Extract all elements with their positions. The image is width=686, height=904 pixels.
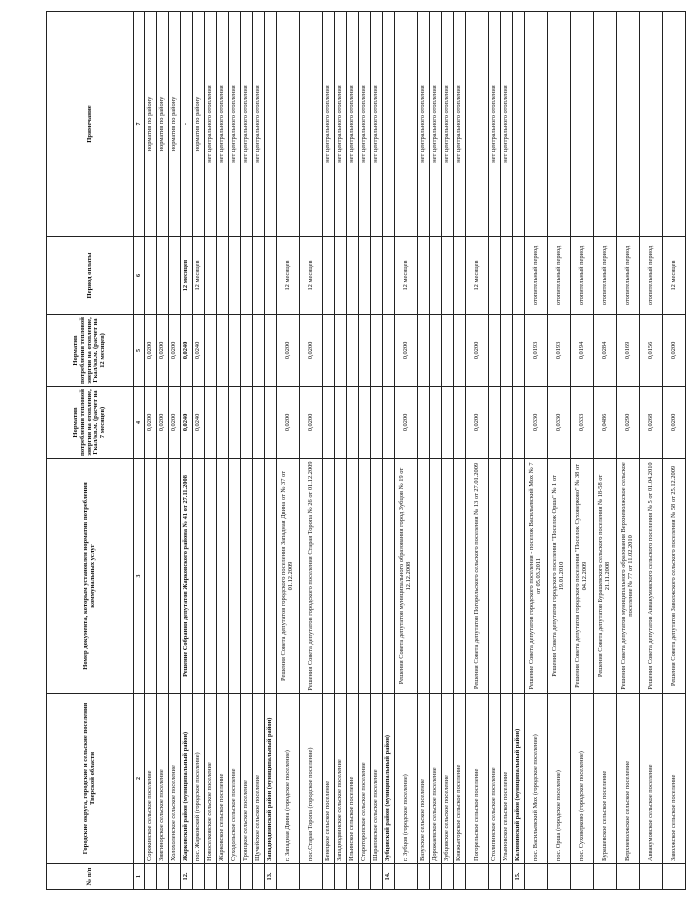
norm-7-months-cell: 0,0200 xyxy=(277,387,300,459)
norm-7-months-cell xyxy=(383,387,395,459)
settlement-name-cell: Холохоленское сельское поселение xyxy=(169,694,181,864)
table-row xyxy=(193,12,205,890)
payment-period-cell: отопительный период xyxy=(571,237,594,315)
table-row xyxy=(525,12,548,890)
document-reference-cell xyxy=(241,459,253,694)
header-period: Период оплаты xyxy=(47,237,134,315)
document-reference-cell: Решение Собрания депутатов Жарковского района № 41 от 27.11.2008 xyxy=(181,459,193,694)
document-reference-cell: Решения Совета депутатов Погорельского сельского поселения № 13 от 27.01.2009 xyxy=(466,459,489,694)
table-row xyxy=(466,12,489,890)
row-number-cell xyxy=(347,864,359,890)
payment-period-cell: 12 месяцев xyxy=(395,237,418,315)
row-number-cell xyxy=(205,864,217,890)
payment-period-cell xyxy=(430,237,442,315)
table-row xyxy=(347,12,359,890)
norm-12-months-cell xyxy=(241,315,253,387)
norm-7-months-cell xyxy=(501,387,513,459)
table-row xyxy=(371,12,383,890)
payment-period-cell: 12 месяцев xyxy=(193,237,205,315)
note-cell: нет центрального отопления xyxy=(489,12,501,237)
norm-7-months-cell xyxy=(418,387,430,459)
document-reference-cell xyxy=(383,459,395,694)
document-reference-cell: Решения Совета депутатов муниципального образования Верхневолжское сельское поселение № 77 от 11.02.2010 xyxy=(617,459,640,694)
payment-period-cell xyxy=(442,237,454,315)
note-cell xyxy=(571,12,594,237)
settlement-name-cell: Западнодвинское сельское поселение xyxy=(335,694,347,864)
table-row xyxy=(359,12,371,890)
norm-7-months-cell: 0,0200 xyxy=(395,387,418,459)
row-number-cell xyxy=(640,864,663,890)
note-cell: нет центрального отопления xyxy=(454,12,466,237)
payment-period-cell: отопительный период xyxy=(548,237,571,315)
row-number-cell xyxy=(663,864,686,890)
norm-12-months-cell xyxy=(430,315,442,387)
note-cell: норматив по району xyxy=(145,12,157,237)
settlement-name-cell: Княжьегорское сельское поселение xyxy=(454,694,466,864)
document-reference-cell xyxy=(347,459,359,694)
settlement-name-cell: Вазузское сельское поселение xyxy=(418,694,430,864)
settlement-name-cell: Бенецкое сельское поселение xyxy=(323,694,335,864)
norm-7-months-cell xyxy=(265,387,277,459)
norm-7-months-cell xyxy=(229,387,241,459)
district-row xyxy=(265,12,277,890)
payment-period-cell: 12 месяцев xyxy=(466,237,489,315)
note-cell xyxy=(594,12,617,237)
note-cell: норматив по району xyxy=(169,12,181,237)
norm-12-months-cell: 0,0200 xyxy=(277,315,300,387)
district-row xyxy=(383,12,395,890)
norm-12-months-cell xyxy=(205,315,217,387)
row-number-cell xyxy=(169,864,181,890)
norm-12-months-cell: 0,0200 xyxy=(157,315,169,387)
payment-period-cell xyxy=(383,237,395,315)
column-index: 6 xyxy=(134,237,145,315)
norm-7-months-cell: 0,0200 xyxy=(663,387,686,459)
column-index: 3 xyxy=(134,459,145,694)
row-number-cell xyxy=(571,864,594,890)
column-index-row xyxy=(134,12,145,890)
norm-7-months-cell xyxy=(323,387,335,459)
settlement-name-cell: пос. Суховерково (городское поселение) xyxy=(571,694,594,864)
norm-12-months-cell xyxy=(253,315,265,387)
note-cell: норматив по району xyxy=(193,12,205,237)
document-reference-cell xyxy=(430,459,442,694)
settlement-name-cell: г. Западная Двина (городское поселение) xyxy=(277,694,300,864)
note-cell: нет центрального отопления xyxy=(359,12,371,237)
document-reference-cell xyxy=(418,459,430,694)
document-reference-cell xyxy=(205,459,217,694)
norm-12-months-cell xyxy=(442,315,454,387)
table-row xyxy=(395,12,418,890)
payment-period-cell xyxy=(145,237,157,315)
row-number-cell: 13. xyxy=(265,864,277,890)
norm-7-months-cell xyxy=(454,387,466,459)
settlement-name-cell: пос. Васильевский Мох (городское поселение) xyxy=(525,694,548,864)
heating-norms-table xyxy=(46,11,686,890)
row-number-cell xyxy=(359,864,371,890)
norm-7-months-cell xyxy=(335,387,347,459)
norm-12-months-cell xyxy=(265,315,277,387)
norm-7-months-cell: 0,0486 xyxy=(594,387,617,459)
settlement-name-cell: пос. Жарковский (городское поселение) xyxy=(193,694,205,864)
column-index: 5 xyxy=(134,315,145,387)
table-row xyxy=(640,12,663,890)
settlement-name-cell: Новоселковское сельское поселение xyxy=(205,694,217,864)
document-reference-cell: Решения Совета депутатов Аввакумовского сельского поселения № 5 от 01.04.2010 xyxy=(640,459,663,694)
settlement-name-cell: Звягинорское сельское поселение xyxy=(157,694,169,864)
note-cell: нет центрального отопления xyxy=(442,12,454,237)
payment-period-cell: отопительный период xyxy=(594,237,617,315)
settlement-name-cell: Столипинское сельское поселение xyxy=(489,694,501,864)
payment-period-cell xyxy=(501,237,513,315)
document-reference-cell xyxy=(454,459,466,694)
norm-7-months-cell: 0,0200 xyxy=(157,387,169,459)
document-reference-cell xyxy=(229,459,241,694)
row-number-cell xyxy=(418,864,430,890)
note-cell xyxy=(640,12,663,237)
settlement-name-cell: Троицкое сельское поселение xyxy=(241,694,253,864)
row-number-cell xyxy=(253,864,265,890)
note-cell xyxy=(300,12,323,237)
norm-12-months-cell: 0,0193 xyxy=(548,315,571,387)
row-number-cell xyxy=(489,864,501,890)
header-norm-12: Норматив потребления тепловой энергии на отопление, Гкал/кв.м. (расчет на 12 месяцев) xyxy=(47,315,134,387)
table-row xyxy=(323,12,335,890)
document-reference-cell xyxy=(193,459,205,694)
norm-12-months-cell: 0,0169 xyxy=(617,315,640,387)
norm-12-months-cell: 0,0200 xyxy=(169,315,181,387)
settlement-name-cell: Суходольское сельское поселение xyxy=(229,694,241,864)
document-reference-cell xyxy=(265,459,277,694)
table-row xyxy=(253,12,265,890)
norm-12-months-cell: 0,0200 xyxy=(395,315,418,387)
settlement-name-cell: пос.Старая Торопа (городское поселение) xyxy=(300,694,323,864)
note-cell xyxy=(663,12,686,237)
document-reference-cell xyxy=(253,459,265,694)
settlement-name-cell: Дорожаевское сельское поселение xyxy=(430,694,442,864)
document-reference-cell xyxy=(157,459,169,694)
norm-12-months-cell: 0,0284 xyxy=(594,315,617,387)
document-reference-cell: Решения Совета депутатов Заволжского сельского поселения № 58 от 25.12.2009 xyxy=(663,459,686,694)
note-cell: нет центрального отопления xyxy=(501,12,513,237)
norm-12-months-cell xyxy=(359,315,371,387)
norm-7-months-cell: 0,0200 xyxy=(145,387,157,459)
settlement-name-cell: пос. Орша (городское поселение) xyxy=(548,694,571,864)
settlement-name-cell: Щучейское сельское поселение xyxy=(253,694,265,864)
table-row xyxy=(548,12,571,890)
table-row xyxy=(229,12,241,890)
norm-12-months-cell xyxy=(217,315,229,387)
header-row xyxy=(47,12,134,890)
norm-12-months-cell: 0,0240 xyxy=(181,315,193,387)
settlement-name-cell: г. Зубцов (городское поселение) xyxy=(395,694,418,864)
document-reference-cell: Решения Совета депутатов городского поселения Старая Торопа № 26 от 01.12.2009 xyxy=(300,459,323,694)
settlement-name-cell: Жарковское сельское поселение xyxy=(217,694,229,864)
norm-7-months-cell: 0,0330 xyxy=(525,387,548,459)
table-row xyxy=(205,12,217,890)
note-cell: нет центрального отопления xyxy=(253,12,265,237)
payment-period-cell xyxy=(335,237,347,315)
document-reference-cell xyxy=(371,459,383,694)
norm-7-months-cell xyxy=(217,387,229,459)
settlement-name-cell: Староторопское сельское поселение xyxy=(359,694,371,864)
payment-period-cell xyxy=(253,237,265,315)
table-row xyxy=(489,12,501,890)
payment-period-cell xyxy=(205,237,217,315)
table-row xyxy=(663,12,686,890)
header-note: Примечание xyxy=(47,12,134,237)
note-cell xyxy=(277,12,300,237)
norm-7-months-cell xyxy=(442,387,454,459)
note-cell xyxy=(513,12,525,237)
settlement-name-cell: Зубцовский район (муниципальный район) xyxy=(383,694,395,864)
table-row xyxy=(335,12,347,890)
norm-12-months-cell xyxy=(454,315,466,387)
row-number-cell: 14. xyxy=(383,864,395,890)
table-row xyxy=(277,12,300,890)
norm-7-months-cell xyxy=(371,387,383,459)
norm-7-months-cell xyxy=(347,387,359,459)
table-row xyxy=(169,12,181,890)
table-row xyxy=(454,12,466,890)
column-index: 1 xyxy=(134,864,145,890)
payment-period-cell xyxy=(157,237,169,315)
note-cell: нет центрального отопления xyxy=(229,12,241,237)
settlement-name-cell: Бурашевское сельское поселение xyxy=(594,694,617,864)
norm-7-months-cell: 0,0290 xyxy=(617,387,640,459)
note-cell xyxy=(395,12,418,237)
table-row xyxy=(300,12,323,890)
column-index: 7 xyxy=(134,12,145,237)
settlement-name-cell: Шараповское сельское поселение xyxy=(371,694,383,864)
table-row xyxy=(571,12,594,890)
note-cell: нет центрального отопления xyxy=(335,12,347,237)
header-num: № п/п xyxy=(47,864,134,890)
document-reference-cell: Решения Совета депутатов муниципального образования город Зубцов № 19 от 12.12.2008 xyxy=(395,459,418,694)
payment-period-cell xyxy=(323,237,335,315)
note-cell: - xyxy=(181,12,193,237)
header-norm-7: Норматив потребления тепловой энергии на отопление, Гкал/кв.м. (расчет на 7 месяцев) xyxy=(47,387,134,459)
payment-period-cell xyxy=(418,237,430,315)
document-reference-cell: Решения Совета депутатов городского поселения Западная Двина от № 37 от 01.12.2009 xyxy=(277,459,300,694)
norm-7-months-cell xyxy=(205,387,217,459)
norm-12-months-cell xyxy=(335,315,347,387)
document-reference-cell xyxy=(217,459,229,694)
document-reference-cell: Решения Совета депутатов Бурашевского сельского поселения № 18-58 от 21.11.2008 xyxy=(594,459,617,694)
norm-12-months-cell: 0,0200 xyxy=(300,315,323,387)
document-reference-cell xyxy=(169,459,181,694)
norm-12-months-cell xyxy=(323,315,335,387)
table-row xyxy=(501,12,513,890)
norm-7-months-cell: 0,0268 xyxy=(640,387,663,459)
column-index: 2 xyxy=(134,694,145,864)
row-number-cell xyxy=(145,864,157,890)
payment-period-cell xyxy=(359,237,371,315)
note-cell xyxy=(383,12,395,237)
table-row xyxy=(617,12,640,890)
table-row xyxy=(217,12,229,890)
payment-period-cell: отопительный период xyxy=(640,237,663,315)
column-index: 4 xyxy=(134,387,145,459)
row-number-cell xyxy=(300,864,323,890)
row-number-cell xyxy=(241,864,253,890)
payment-period-cell xyxy=(241,237,253,315)
document-reference-cell xyxy=(442,459,454,694)
row-number-cell xyxy=(193,864,205,890)
note-cell: нет центрального отопления xyxy=(205,12,217,237)
norm-7-months-cell: 0,0200 xyxy=(466,387,489,459)
settlement-name-cell: Верхневолжское сельское поселение xyxy=(617,694,640,864)
norm-12-months-cell xyxy=(513,315,525,387)
table-row xyxy=(442,12,454,890)
norm-7-months-cell xyxy=(359,387,371,459)
note-cell xyxy=(265,12,277,237)
note-cell: нет центрального отопления xyxy=(217,12,229,237)
settlement-name-cell: Сорокинское сельское поселение xyxy=(145,694,157,864)
row-number-cell xyxy=(442,864,454,890)
row-number-cell xyxy=(335,864,347,890)
settlement-name-cell: Заволжское сельское поселение xyxy=(663,694,686,864)
payment-period-cell xyxy=(513,237,525,315)
norm-12-months-cell: 0,0200 xyxy=(466,315,489,387)
norm-7-months-cell: 0,0330 xyxy=(548,387,571,459)
note-cell: нет центрального отопления xyxy=(347,12,359,237)
document-reference-cell xyxy=(359,459,371,694)
settlement-name-cell: Жарковский район (муниципальный район) xyxy=(181,694,193,864)
district-row xyxy=(181,12,193,890)
norm-7-months-cell: 0,0200 xyxy=(300,387,323,459)
settlement-name-cell: Западнодвинский район (муниципальный район) xyxy=(265,694,277,864)
settlement-name-cell: Аввакумовское сельское поселение xyxy=(640,694,663,864)
document-reference-cell: Решения Совета депутатов городского поселения "Поселок Суховерково" № 38 от 04.12.2009 xyxy=(571,459,594,694)
payment-period-cell xyxy=(489,237,501,315)
row-number-cell xyxy=(617,864,640,890)
payment-period-cell xyxy=(265,237,277,315)
row-number-cell xyxy=(371,864,383,890)
note-cell xyxy=(466,12,489,237)
norm-7-months-cell xyxy=(489,387,501,459)
row-number-cell xyxy=(157,864,169,890)
norm-12-months-cell xyxy=(489,315,501,387)
norm-12-months-cell xyxy=(371,315,383,387)
note-cell xyxy=(525,12,548,237)
document-reference-cell xyxy=(489,459,501,694)
row-number-cell xyxy=(594,864,617,890)
norm-12-months-cell: 0,0200 xyxy=(663,315,686,387)
row-number-cell xyxy=(548,864,571,890)
norm-12-months-cell: 0,0156 xyxy=(640,315,663,387)
table-row xyxy=(241,12,253,890)
settlement-name-cell: Калининский район (муниципальный район) xyxy=(513,694,525,864)
table-row xyxy=(430,12,442,890)
row-number-cell: 12. xyxy=(181,864,193,890)
norm-7-months-cell: 0,0200 xyxy=(169,387,181,459)
norm-12-months-cell: 0,0194 xyxy=(571,315,594,387)
payment-period-cell xyxy=(229,237,241,315)
document-reference-cell xyxy=(145,459,157,694)
note-cell xyxy=(548,12,571,237)
settlement-name-cell: Погорельское сельское поселение xyxy=(466,694,489,864)
note-cell: нет центрального отопления xyxy=(323,12,335,237)
payment-period-cell xyxy=(371,237,383,315)
norm-12-months-cell xyxy=(229,315,241,387)
payment-period-cell: отопительный период xyxy=(525,237,548,315)
row-number-cell: 15. xyxy=(513,864,525,890)
table-row xyxy=(418,12,430,890)
norm-7-months-cell: 0,0240 xyxy=(181,387,193,459)
table-row xyxy=(157,12,169,890)
row-number-cell xyxy=(229,864,241,890)
row-number-cell xyxy=(430,864,442,890)
document-reference-cell: Решение Совета депутатов городского поселения - поселок Васильевский Мох № 7 от 05.03.2011 xyxy=(525,459,548,694)
settlement-name-cell: Ильинское сельское поселение xyxy=(347,694,359,864)
settlement-name-cell: Зубцовское сельское поселение xyxy=(442,694,454,864)
norm-12-months-cell: 0,0193 xyxy=(525,315,548,387)
note-cell: норматив по району xyxy=(157,12,169,237)
norm-7-months-cell: 0,0333 xyxy=(571,387,594,459)
norm-12-months-cell: 0,0200 xyxy=(145,315,157,387)
document-reference-cell xyxy=(323,459,335,694)
note-cell: нет центрального отопления xyxy=(241,12,253,237)
header-name: Городские округа, городские и сельские поселения Тверской области xyxy=(47,694,134,864)
norm-7-months-cell xyxy=(513,387,525,459)
payment-period-cell: 12 месяцев xyxy=(300,237,323,315)
payment-period-cell: 12 месяцев xyxy=(663,237,686,315)
row-number-cell xyxy=(395,864,418,890)
norm-12-months-cell xyxy=(383,315,395,387)
payment-period-cell xyxy=(347,237,359,315)
table-row xyxy=(145,12,157,890)
row-number-cell xyxy=(323,864,335,890)
note-cell: нет центрального отопления xyxy=(371,12,383,237)
document-reference-cell xyxy=(335,459,347,694)
header-doc: Номер документа, которым установлен норматив потребления коммунальных услуг xyxy=(47,459,134,694)
note-cell: нет центрального отопления xyxy=(418,12,430,237)
document-reference-cell: Решения Совета депутатов городского поселения "Поселок Орша" № 1 от 19.01.2010 xyxy=(548,459,571,694)
payment-period-cell: отопительный период xyxy=(617,237,640,315)
payment-period-cell xyxy=(217,237,229,315)
norm-12-months-cell xyxy=(418,315,430,387)
row-number-cell xyxy=(217,864,229,890)
norm-7-months-cell xyxy=(253,387,265,459)
payment-period-cell xyxy=(454,237,466,315)
settlement-name-cell: Ульяновское сельское поселение xyxy=(501,694,513,864)
norm-7-months-cell: 0,0240 xyxy=(193,387,205,459)
row-number-cell xyxy=(466,864,489,890)
norm-12-months-cell: 0,0240 xyxy=(193,315,205,387)
payment-period-cell: 12 месяцев xyxy=(277,237,300,315)
payment-period-cell: 12 месяцев xyxy=(181,237,193,315)
document-reference-cell xyxy=(513,459,525,694)
table-row xyxy=(594,12,617,890)
row-number-cell xyxy=(501,864,513,890)
district-row xyxy=(513,12,525,890)
payment-period-cell xyxy=(169,237,181,315)
note-cell xyxy=(617,12,640,237)
row-number-cell xyxy=(454,864,466,890)
norm-12-months-cell xyxy=(347,315,359,387)
norm-12-months-cell xyxy=(501,315,513,387)
row-number-cell xyxy=(525,864,548,890)
document-reference-cell xyxy=(501,459,513,694)
row-number-cell xyxy=(277,864,300,890)
norm-7-months-cell xyxy=(430,387,442,459)
note-cell: нет центрального отопления xyxy=(430,12,442,237)
norm-7-months-cell xyxy=(241,387,253,459)
